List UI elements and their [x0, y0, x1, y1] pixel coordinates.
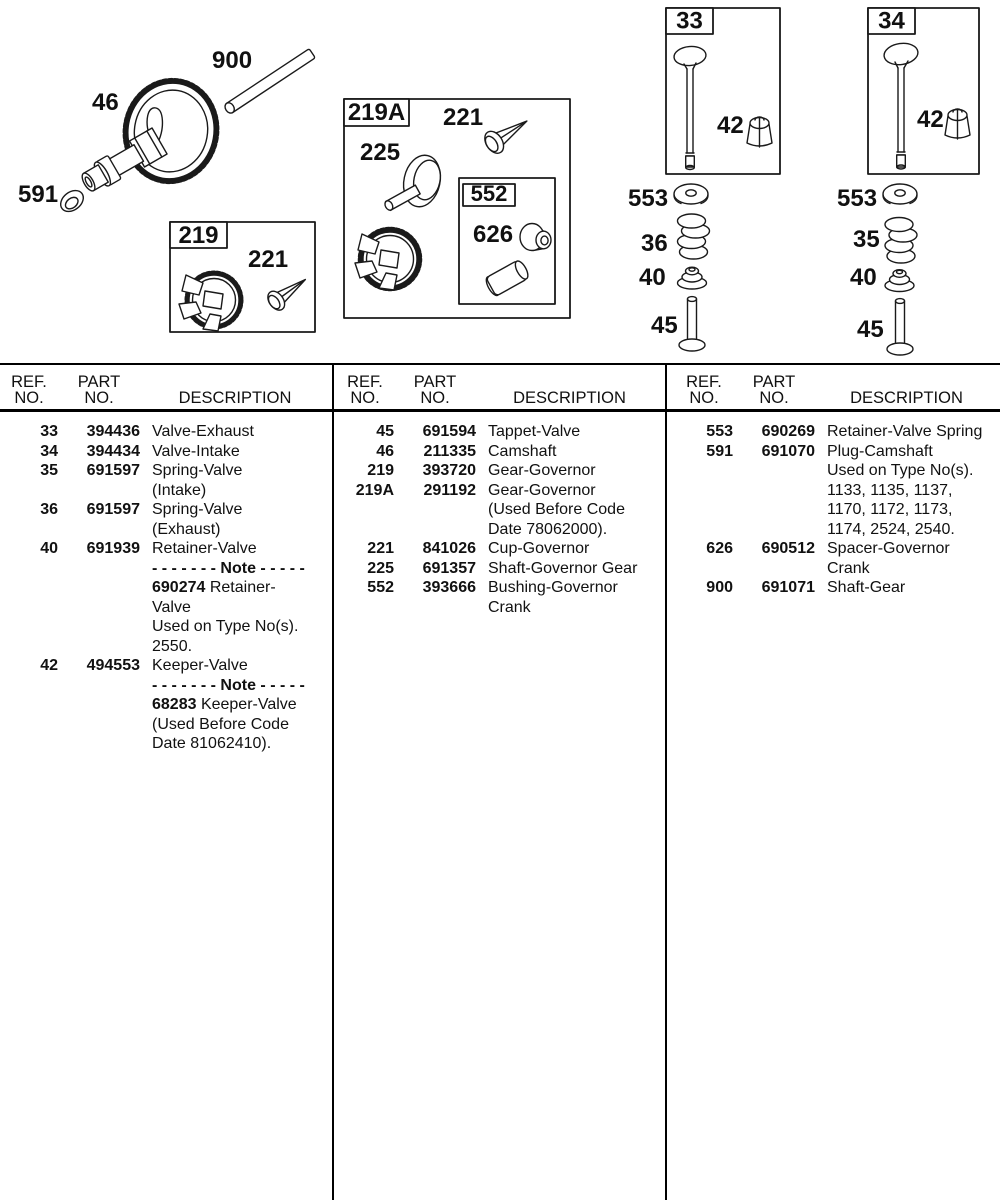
table-row-line [0, 520, 330, 540]
part-no-cell [58, 559, 140, 579]
description-cell: Date 78062000). [488, 520, 608, 538]
ref-no-cell: 35 [40, 462, 58, 479]
table-row-line [675, 578, 998, 598]
table-header [0, 365, 330, 406]
label-plug-camshaft: 591 [18, 181, 59, 208]
label-tappet-valve-a: 45 [651, 312, 678, 339]
ref-no-cell: 553 [706, 423, 733, 440]
ref-no-cell [0, 578, 58, 598]
ref-no-cell [0, 695, 58, 715]
parts-table-column-3 [675, 365, 998, 1200]
label-retainer-valve-a: 40 [639, 264, 666, 291]
table-row-line [0, 442, 330, 462]
description-cell: Used on Type No(s). [152, 618, 299, 635]
table-row-line [336, 578, 663, 598]
table-rows-column-1 [0, 422, 330, 754]
ref-no-cell: 33 [40, 423, 58, 440]
ref-no-cell [0, 734, 58, 754]
table-row-line [0, 559, 330, 579]
table-header [675, 365, 998, 406]
ref-no-cell: 225 [367, 559, 394, 577]
part-no-cell [58, 481, 140, 501]
header-part-no: PART NO. [413, 373, 457, 407]
part-no-cell: 691939 [86, 540, 140, 557]
part-no-cell: 394436 [86, 423, 140, 440]
description-cell: Spacer-Governor [827, 540, 950, 557]
table-row-line [336, 461, 663, 481]
ref-no-cell: 219 [367, 462, 394, 479]
ref-no-cell: 45 [376, 423, 394, 440]
description-cell: Plug-Camshaft [827, 442, 933, 460]
part-no-cell [733, 559, 815, 579]
label-tappet-valve-b: 45 [857, 316, 884, 343]
part-no-cell: 393720 [422, 462, 476, 479]
ref-no-cell: 34 [40, 442, 58, 460]
part-no-cell: 394434 [86, 442, 140, 460]
column-divider-1 [332, 365, 334, 1200]
ref-no-cell [675, 461, 733, 481]
description-cell: 690274 Retainer- [152, 579, 276, 596]
ref-no-cell: 36 [40, 501, 58, 518]
part-no-cell: 691071 [761, 579, 815, 596]
table-row-line [675, 539, 998, 559]
label-gear-governor-box: 219 [178, 222, 219, 249]
part-no-cell [58, 617, 140, 637]
label-cup-governor-a: 221 [248, 246, 289, 273]
table-row-line [0, 734, 330, 754]
description-cell: Valve-Exhaust [152, 423, 254, 440]
description-cell: (Used Before Code [488, 501, 625, 518]
table-row-line [336, 481, 663, 501]
ref-no-cell: 40 [40, 540, 58, 557]
label-retainer-valve-spring-a: 553 [628, 185, 669, 212]
description-cell: (Used Before Code [152, 715, 289, 733]
table-row-line [675, 559, 998, 579]
label-gear-governor-alt-box: 219A [347, 99, 406, 126]
table-row-line [675, 520, 998, 540]
table-row-line [0, 637, 330, 657]
part-no-cell: 211335 [423, 442, 476, 460]
ref-no-cell [0, 637, 58, 657]
ref-no-cell [0, 598, 58, 618]
parts-table-column-2 [336, 365, 663, 1200]
description-cell: Valve [152, 598, 191, 616]
ref-no-cell: 900 [706, 579, 733, 596]
label-spacer-governor: 626 [473, 221, 514, 248]
header-part-no: PART NO. [77, 373, 121, 407]
part-no-cell [733, 500, 815, 520]
description-cell: Retainer-Valve [152, 540, 257, 557]
part-no-cell [394, 500, 476, 520]
retainer-valve-spring-drawing-b [883, 184, 917, 204]
description-cell: 1133, 1135, 1137, [827, 481, 953, 499]
table-row-line [0, 539, 330, 559]
table-row-line [0, 481, 330, 501]
keeper-valve-drawing-b [945, 109, 970, 139]
table-row-line [0, 578, 330, 598]
header-part-no: PART NO. [752, 373, 796, 407]
part-no-cell [394, 520, 476, 540]
table-row-line [0, 598, 330, 618]
label-camshaft: 46 [92, 89, 119, 116]
ref-no-cell [675, 500, 733, 520]
part-no-cell [58, 578, 140, 598]
ref-no-cell [0, 676, 58, 696]
part-no-cell: 691597 [86, 462, 140, 479]
description-cell: Gear-Governor [488, 462, 596, 479]
label-spring-valve-exhaust: 36 [641, 230, 668, 257]
description-cell: - - - - - - - Note - - - - - [152, 559, 305, 577]
tappet-valve-drawing-b [887, 299, 913, 355]
description-cell: - - - - - - - Note - - - - - [152, 676, 305, 694]
ref-no-cell [0, 559, 58, 579]
ref-no-cell: 552 [367, 579, 394, 596]
ref-no-cell: 626 [706, 540, 733, 557]
header-description: DESCRIPTION [513, 388, 626, 407]
header-ref-no: REF. NO. [686, 373, 722, 407]
retainer-valve-spring-drawing-a [674, 184, 708, 204]
part-no-cell [733, 520, 815, 540]
table-row-line [675, 461, 998, 481]
description-cell: Date 81062410). [152, 735, 272, 752]
ref-no-cell [336, 598, 394, 618]
label-keeper-valve-a: 42 [717, 112, 744, 139]
part-no-cell: 691070 [761, 442, 815, 460]
description-cell: Gear-Governor [488, 481, 596, 499]
table-rows-column-3 [675, 422, 998, 598]
table-header [336, 365, 663, 406]
table-row-line [0, 461, 330, 481]
ref-no-cell [336, 500, 394, 520]
description-cell: Crank [488, 598, 531, 616]
part-no-cell: 690269 [761, 423, 815, 440]
parts-diagram [0, 0, 1000, 363]
part-no-cell: 690512 [761, 540, 815, 557]
description-cell: Bushing-Governor [488, 579, 618, 596]
description-cell: Cup-Governor [488, 540, 590, 557]
part-no-cell: 494553 [86, 657, 140, 674]
description-cell: 1174, 2524, 2540. [827, 520, 955, 538]
part-no-cell [394, 598, 476, 618]
ref-no-cell [0, 715, 58, 735]
column-divider-2 [665, 365, 667, 1200]
parts-table-column-1 [0, 365, 330, 1200]
description-cell: Crank [827, 559, 870, 577]
ref-no-cell: 221 [367, 540, 394, 557]
keeper-valve-drawing-a [747, 117, 772, 147]
part-no-cell [58, 598, 140, 618]
label-shaft-gear: 900 [212, 47, 253, 74]
description-cell: (Exhaust) [152, 520, 221, 538]
table-row-line [336, 539, 663, 559]
table-rows-column-2 [336, 422, 663, 617]
part-no-cell: 691594 [422, 423, 476, 440]
description-cell: Retainer-Valve Spring [827, 423, 983, 440]
ref-no-cell [0, 520, 58, 540]
ref-no-cell [336, 520, 394, 540]
table-row-line [0, 500, 330, 520]
part-no-cell [58, 715, 140, 735]
ref-no-cell: 42 [40, 657, 58, 674]
description-cell: Shaft-Governor Gear [488, 559, 638, 577]
part-no-cell [733, 481, 815, 501]
spring-valve-intake-drawing [885, 218, 917, 264]
ref-no-cell [675, 520, 733, 540]
part-no-cell: 841026 [422, 540, 476, 557]
part-no-cell: 691357 [422, 559, 476, 577]
header-description: DESCRIPTION [178, 388, 292, 407]
table-row-line [336, 442, 663, 462]
table-row-line [0, 676, 330, 696]
table-row-line [336, 598, 663, 618]
part-no-cell [58, 520, 140, 540]
tappet-valve-drawing-a [679, 297, 705, 351]
description-cell: Shaft-Gear [827, 579, 906, 596]
table-row-line [0, 715, 330, 735]
retainer-valve-drawing-a [678, 267, 707, 289]
description-cell: 2550. [152, 637, 193, 655]
table-row-line [675, 500, 998, 520]
label-keeper-valve-b: 42 [917, 106, 944, 133]
ref-no-cell: 591 [706, 442, 733, 460]
description-cell: Spring-Valve [152, 501, 243, 518]
table-row-line [0, 695, 330, 715]
header-description: DESCRIPTION [850, 388, 963, 407]
label-retainer-valve-b: 40 [850, 264, 877, 291]
ref-no-cell [0, 617, 58, 637]
header-ref-no: REF. NO. [347, 373, 383, 407]
table-row-line [0, 617, 330, 637]
part-no-cell [58, 637, 140, 657]
table-row-line [336, 559, 663, 579]
part-no-cell [58, 734, 140, 754]
table-row-line [336, 520, 663, 540]
table-row-line [0, 656, 330, 676]
ref-no-cell [675, 481, 733, 501]
table-row-line [675, 442, 998, 462]
label-cup-governor-b: 221 [443, 104, 484, 131]
part-no-cell [58, 676, 140, 696]
description-cell: 1170, 1172, 1173, [827, 501, 953, 518]
retainer-valve-drawing-b [885, 270, 914, 292]
description-cell: Camshaft [488, 442, 557, 460]
ref-no-cell [0, 481, 58, 501]
table-row-line [336, 500, 663, 520]
spring-valve-exhaust-drawing [678, 214, 710, 259]
label-shaft-governor-gear: 225 [360, 139, 401, 166]
table-row-line [336, 422, 663, 442]
description-cell: (Intake) [152, 481, 207, 499]
description-cell: Spring-Valve [152, 462, 243, 479]
part-no-cell [733, 461, 815, 481]
parts-table [0, 363, 1000, 1200]
ref-no-cell [675, 559, 733, 579]
ref-no-cell: 46 [376, 442, 394, 460]
plug-camshaft-drawing [57, 186, 88, 216]
part-no-cell [58, 695, 140, 715]
part-no-cell: 393666 [422, 579, 476, 596]
label-valve-intake-box: 34 [878, 7, 905, 35]
description-cell: Tappet-Valve [488, 423, 581, 440]
header-ref-no: REF. NO. [11, 373, 47, 407]
table-row-line [675, 422, 998, 442]
table-row-line [0, 422, 330, 442]
label-valve-exhaust-box: 33 [676, 7, 703, 35]
label-retainer-valve-spring-b: 553 [837, 185, 878, 212]
description-cell: 68283 Keeper-Valve [152, 696, 297, 713]
table-row-line [675, 481, 998, 501]
part-no-cell: 691597 [86, 501, 140, 518]
label-spring-valve-intake: 35 [853, 226, 880, 253]
part-no-cell: 291192 [423, 481, 476, 499]
label-bushing-governor-box: 552 [470, 181, 508, 206]
description-cell: Used on Type No(s). [827, 462, 974, 479]
description-cell: Valve-Intake [152, 442, 240, 460]
ref-no-cell: 219A [355, 481, 394, 499]
description-cell: Keeper-Valve [152, 657, 248, 674]
